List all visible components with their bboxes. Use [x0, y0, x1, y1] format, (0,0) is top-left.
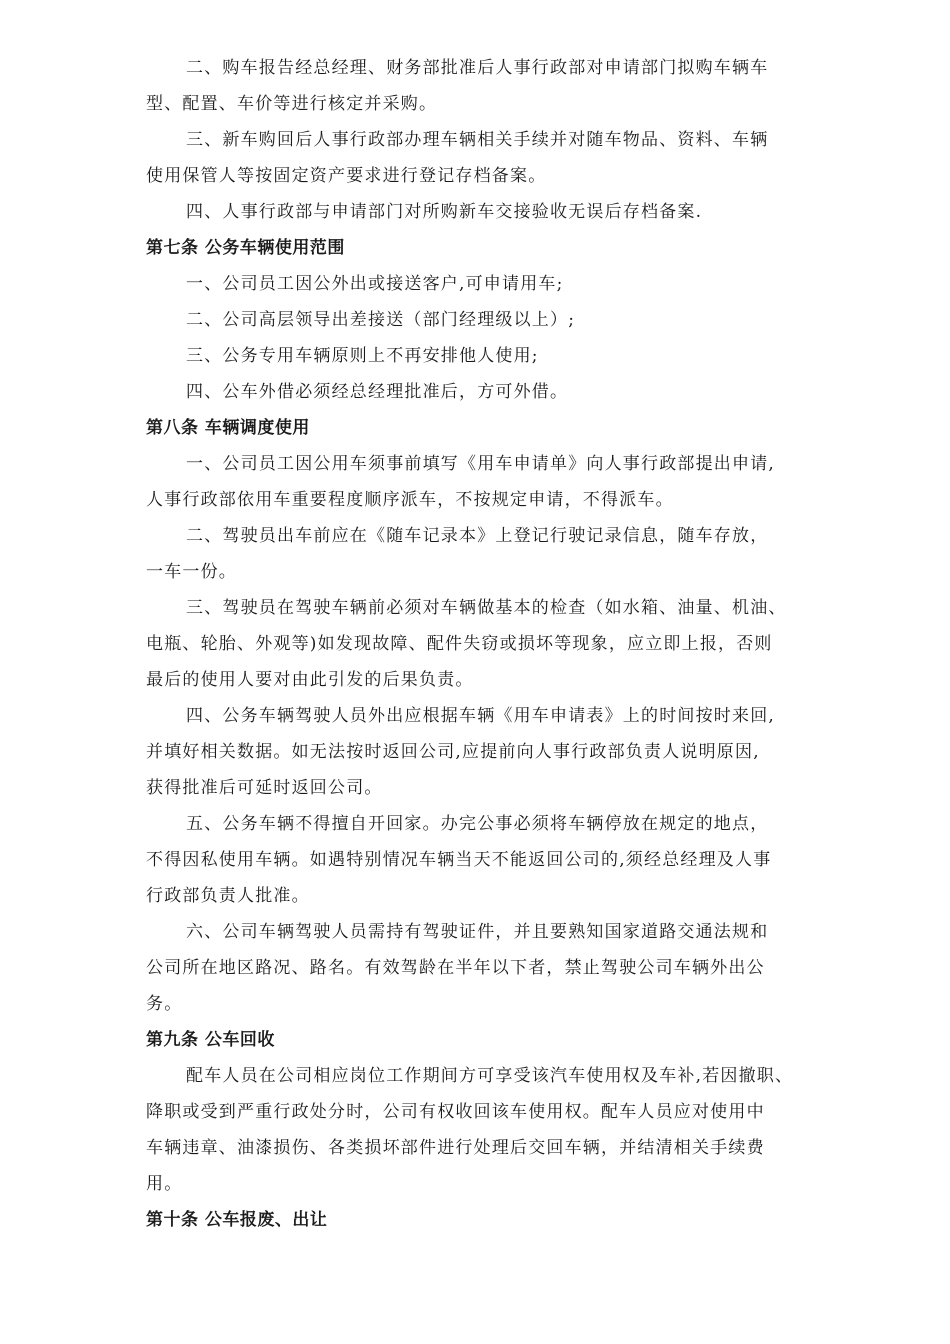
- paragraph: [146, 374, 816, 410]
- paragraph-line: 获得批准后可延时返回公司。: [146, 778, 383, 798]
- paragraph: [146, 590, 816, 698]
- paragraph: [146, 50, 816, 122]
- paragraph-line: 并填好相关数据。如无法按时返回公司,应提前向人事行政部负责人说明原因,: [146, 742, 760, 762]
- paragraph-line: 三、新车购回后人事行政部办理车辆相关手续并对随车物品、资料、车辆: [186, 130, 769, 150]
- section-heading: 第七条 公务车辆使用范围: [146, 238, 345, 258]
- paragraph: [146, 302, 816, 338]
- paragraph-line: 车辆违章、油漆损伤、各类损坏部件进行处理后交回车辆，并结清相关手续费: [146, 1138, 765, 1158]
- paragraph-line: 使用保管人等按固定资产要求进行登记存档备案。: [146, 166, 547, 186]
- paragraph-line: 二、驾驶员出车前应在《随车记录本》上登记行驶记录信息，随车存放，: [186, 526, 769, 546]
- paragraph-line: 人事行政部依用车重要程度顺序派车，不按规定申请，不得派车。: [146, 490, 674, 510]
- paragraph-line: 三、驾驶员在驾驶车辆前必须对车辆做基本的检查（如水箱、油量、机油、: [186, 598, 787, 618]
- section-heading: 第十条 公车报废、出让: [146, 1210, 328, 1230]
- paragraph-line: 型、配置、车价等进行核定并采购。: [146, 94, 438, 114]
- paragraph: [146, 122, 816, 194]
- paragraph-line: 三、公务专用车辆原则上不再安排他人使用;: [186, 346, 539, 366]
- paragraph-line: 一、公司员工因公用车须事前填写《用车申请单》向人事行政部提出申请,: [186, 454, 776, 474]
- paragraph-line: 四、人事行政部与申请部门对所购新车交接验收无误后存档备案.: [186, 202, 703, 222]
- paragraph-line: 最后的使用人要对由此引发的后果负责。: [146, 670, 474, 690]
- paragraph: [146, 1058, 816, 1202]
- paragraph: [146, 446, 816, 518]
- paragraph-line: 六、公司车辆驾驶人员需持有驾驶证件，并且要熟知国家道路交通法规和: [186, 922, 769, 942]
- paragraph-line: 四、公车外借必须经总经理批准后，方可外借。: [186, 382, 569, 402]
- paragraph-line: 五、公务车辆不得擅自开回家。办完公事必须将车辆停放在规定的地点，: [186, 814, 769, 834]
- paragraph-line: 一车一份。: [146, 562, 237, 582]
- paragraph-line: 行政部负责人批准。: [146, 886, 310, 906]
- section-heading: 第八条 车辆调度使用: [146, 418, 310, 438]
- document-body: [146, 50, 816, 1238]
- paragraph-line: 公司所在地区路况、路名。有效驾龄在半年以下者，禁止驾驶公司车辆外出公: [146, 958, 765, 978]
- paragraph-line: 用。: [146, 1174, 183, 1194]
- paragraph-line: 二、购车报告经总经理、财务部批准后人事行政部对申请部门拟购车辆车: [186, 58, 769, 78]
- paragraph-line: 电瓶、轮胎、外观等)如发现故障、配件失窃或损坏等现象，应立即上报，否则: [146, 634, 773, 654]
- paragraph-line: 不得因私使用车辆。如遇特别情况车辆当天不能返回公司的,须经总经理及人事: [146, 850, 772, 870]
- paragraph: [146, 914, 816, 1022]
- paragraph-line: 二、公司高层领导出差接送（部门经理级以上）;: [186, 310, 576, 330]
- paragraph: [146, 806, 816, 914]
- paragraph: [146, 266, 816, 302]
- paragraph: [146, 518, 816, 590]
- paragraph-line: 一、公司员工因公外出或接送客户,可申请用车;: [186, 274, 564, 294]
- paragraph-line: 降职或受到严重行政处分时，公司有权收回该车使用权。配车人员应对使用中: [146, 1102, 765, 1122]
- paragraph: [146, 698, 816, 806]
- paragraph: [146, 194, 816, 230]
- paragraph-line: 配车人员在公司相应岗位工作期间方可享受该汽车使用权及车补,若因撤职、: [186, 1066, 794, 1086]
- section-heading: 第九条 公车回收: [146, 1030, 275, 1050]
- paragraph-line: 务。: [146, 994, 183, 1014]
- paragraph: [146, 338, 816, 374]
- paragraph-line: 四、公务车辆驾驶人员外出应根据车辆《用车申请表》上的时间按时来回,: [186, 706, 776, 726]
